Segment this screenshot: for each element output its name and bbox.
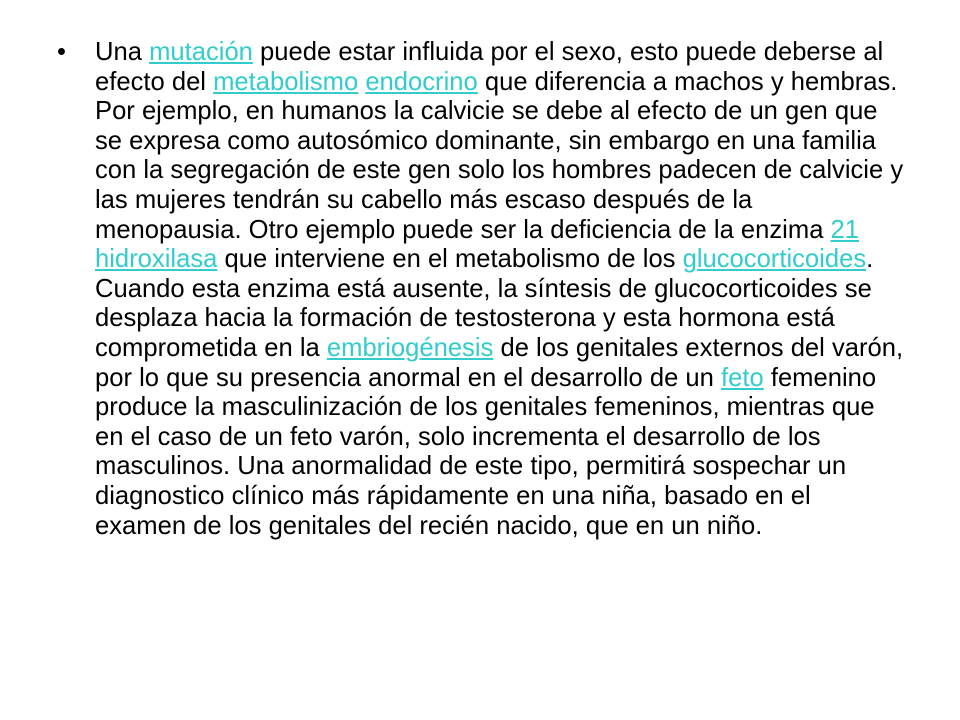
- text-run: puede estar influida por el sexo, esto puede deberse al efecto del: [95, 38, 884, 96]
- text-run: . Cuando esta enzima está ausente, la síntesis de glucocorticoides se desplaza hacia la formación de testosterona y esta hormona está comprometida en la: [95, 245, 874, 362]
- link-endocrino[interactable]: endocrino: [365, 67, 478, 96]
- bullet-item: [57, 38, 904, 541]
- bullet-icon: •: [57, 38, 66, 66]
- link-metabolismo[interactable]: metabolismo: [213, 67, 359, 96]
- text-run: femenino produce la masculinización de los genitales femeninos, mientras que en el caso de un feto varón, solo incrementa el desarrollo de los masculinos. Una anormalidad de este tipo, permitirá sospechar un diagnostico clínico más rápidamente en una niña, basado en el examen de los genitales del recién nacido, que en un niño.: [95, 363, 877, 540]
- link-mutacion[interactable]: mutación: [149, 38, 253, 66]
- text-run: de los genitales externos del varón, por lo que su presencia anormal en el desarrollo de un: [95, 333, 904, 392]
- paragraph-text: [95, 38, 903, 540]
- link-embriogenesis[interactable]: embriogénesis: [326, 333, 494, 362]
- text-run: que interviene en el metabolismo de los: [217, 245, 683, 274]
- link-glucocorticoides[interactable]: glucocorticoides: [682, 245, 867, 274]
- link-21-hidroxilasa[interactable]: 21 hidroxilasa: [95, 215, 860, 274]
- text-run: Una: [95, 38, 150, 66]
- link-feto[interactable]: feto: [721, 363, 764, 392]
- bullet-list: [57, 38, 904, 541]
- text-run: que diferencia a machos y hembras. Por ejemplo, en humanos la calvicie se debe al efecto de un gen que se expresa como autosómico dominante, sin embargo en una familia con la segregación de este gen solo los hombres padecen de calvicie y las mujeres tendrán su cabello más escaso después de la menopausia. Otro ejemplo puede ser la deficiencia de la enzima: [95, 67, 904, 244]
